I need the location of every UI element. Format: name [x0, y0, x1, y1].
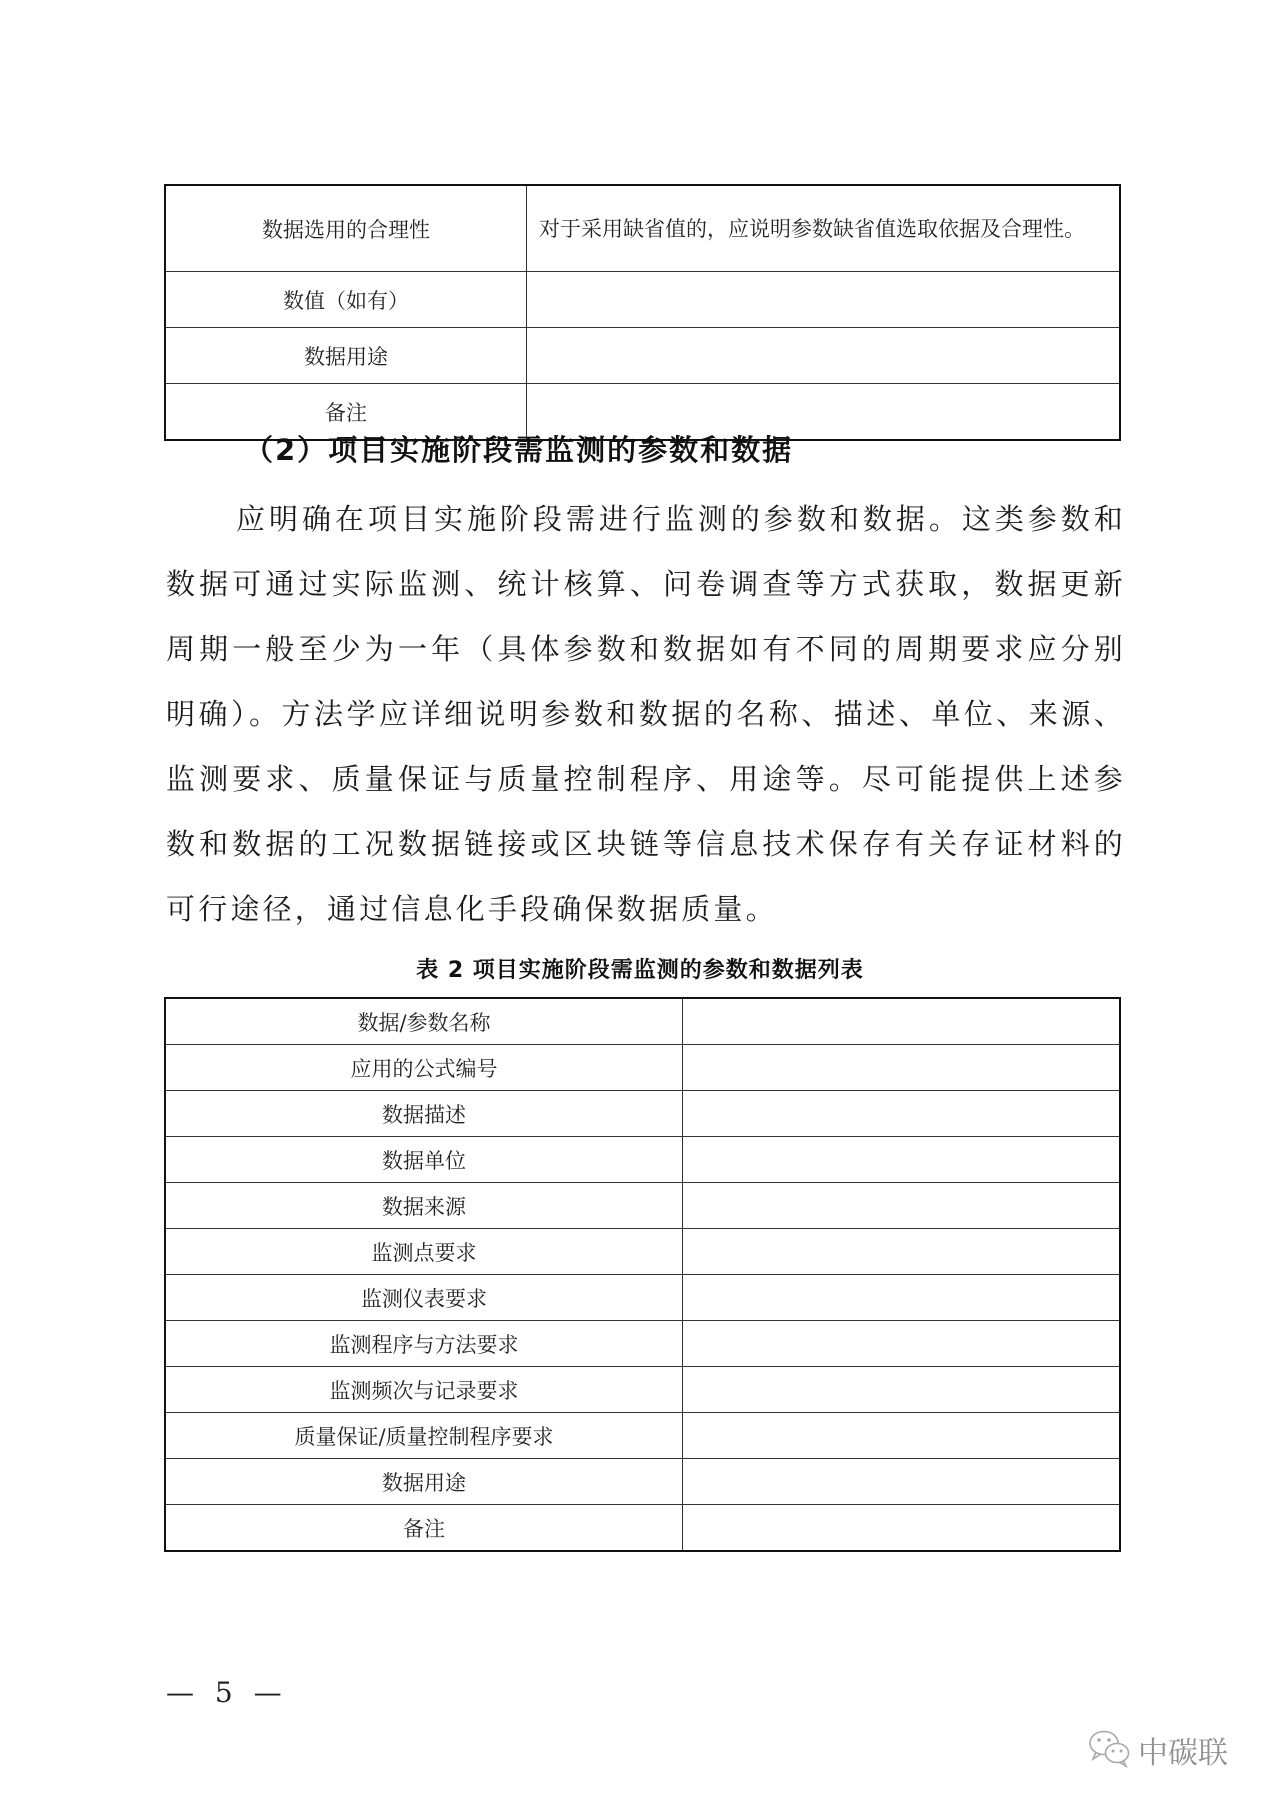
row-value	[683, 1275, 1121, 1321]
row-value	[683, 1321, 1121, 1367]
row-label: 数据用途	[165, 328, 527, 384]
section-heading: （2）项目实施阶段需监测的参数和数据	[244, 433, 794, 467]
row-label: 应用的公式编号	[165, 1045, 683, 1091]
table-row	[165, 1091, 1120, 1137]
table-row	[165, 328, 1120, 384]
wechat-icon	[1088, 1728, 1132, 1772]
page-number: — 5 —	[166, 1676, 288, 1709]
table-row	[165, 1045, 1120, 1091]
row-value	[683, 1183, 1121, 1229]
row-value	[683, 1459, 1121, 1505]
table-row	[165, 185, 1120, 272]
row-label: 数据单位	[165, 1137, 683, 1183]
table-row	[165, 1505, 1120, 1552]
table-2	[164, 997, 1121, 1552]
row-label: 备注	[165, 384, 527, 441]
table-2-caption: 表 2 项目实施阶段需监测的参数和数据列表	[416, 958, 864, 983]
row-value	[683, 1413, 1121, 1459]
row-label: 质量保证/质量控制程序要求	[165, 1413, 683, 1459]
row-label: 数据来源	[165, 1183, 683, 1229]
row-value	[683, 1091, 1121, 1137]
row-label: 数据描述	[165, 1091, 683, 1137]
row-label: 数值（如有）	[165, 272, 527, 328]
table-row	[165, 272, 1120, 328]
row-value	[683, 1045, 1121, 1091]
table-row	[165, 998, 1120, 1045]
row-value	[527, 272, 1121, 328]
table-row	[165, 1183, 1120, 1229]
watermark	[1088, 1728, 1228, 1772]
row-label: 监测频次与记录要求	[165, 1367, 683, 1413]
row-label: 备注	[165, 1505, 683, 1552]
table-row	[165, 1137, 1120, 1183]
row-value	[527, 328, 1121, 384]
row-label: 数据选用的合理性	[165, 185, 527, 272]
row-label: 监测程序与方法要求	[165, 1321, 683, 1367]
row-value	[683, 1137, 1121, 1183]
row-value	[683, 1229, 1121, 1275]
row-label: 数据用途	[165, 1459, 683, 1505]
table-row	[165, 1229, 1120, 1275]
table-row	[165, 1413, 1120, 1459]
row-value	[683, 1367, 1121, 1413]
row-label: 监测仪表要求	[165, 1275, 683, 1321]
table-1-continued	[164, 184, 1121, 441]
table-row	[165, 1459, 1120, 1505]
body-paragraph: 应明确在项目实施阶段需进行监测的参数和数据。这类参数和数据可通过实际监测、统计核算、问卷调查等方式获取，数据更新周期一般至少为一年（具体参数和数据如有不同的周期要求应分别明确）。方法学应详细说明参数和数据的名称、描述、单位、来源、监测要求、质量保证与质量控制程序、用途等。尽可能提供上述参数和数据的工况数据链接或区块链等信息技术保存有关存证材料的可行途径，通过信息化手段确保数据质量。	[166, 502, 1126, 926]
table-row	[165, 1321, 1120, 1367]
table-row	[165, 1367, 1120, 1413]
row-label: 数据/参数名称	[165, 998, 683, 1045]
table-row	[165, 1275, 1120, 1321]
row-value	[683, 1505, 1121, 1552]
row-label: 监测点要求	[165, 1229, 683, 1275]
watermark-text: 中碳联	[1138, 1736, 1228, 1771]
row-value: 对于采用缺省值的，应说明参数缺省值选取依据及合理性。	[527, 185, 1121, 272]
row-value	[683, 998, 1121, 1045]
